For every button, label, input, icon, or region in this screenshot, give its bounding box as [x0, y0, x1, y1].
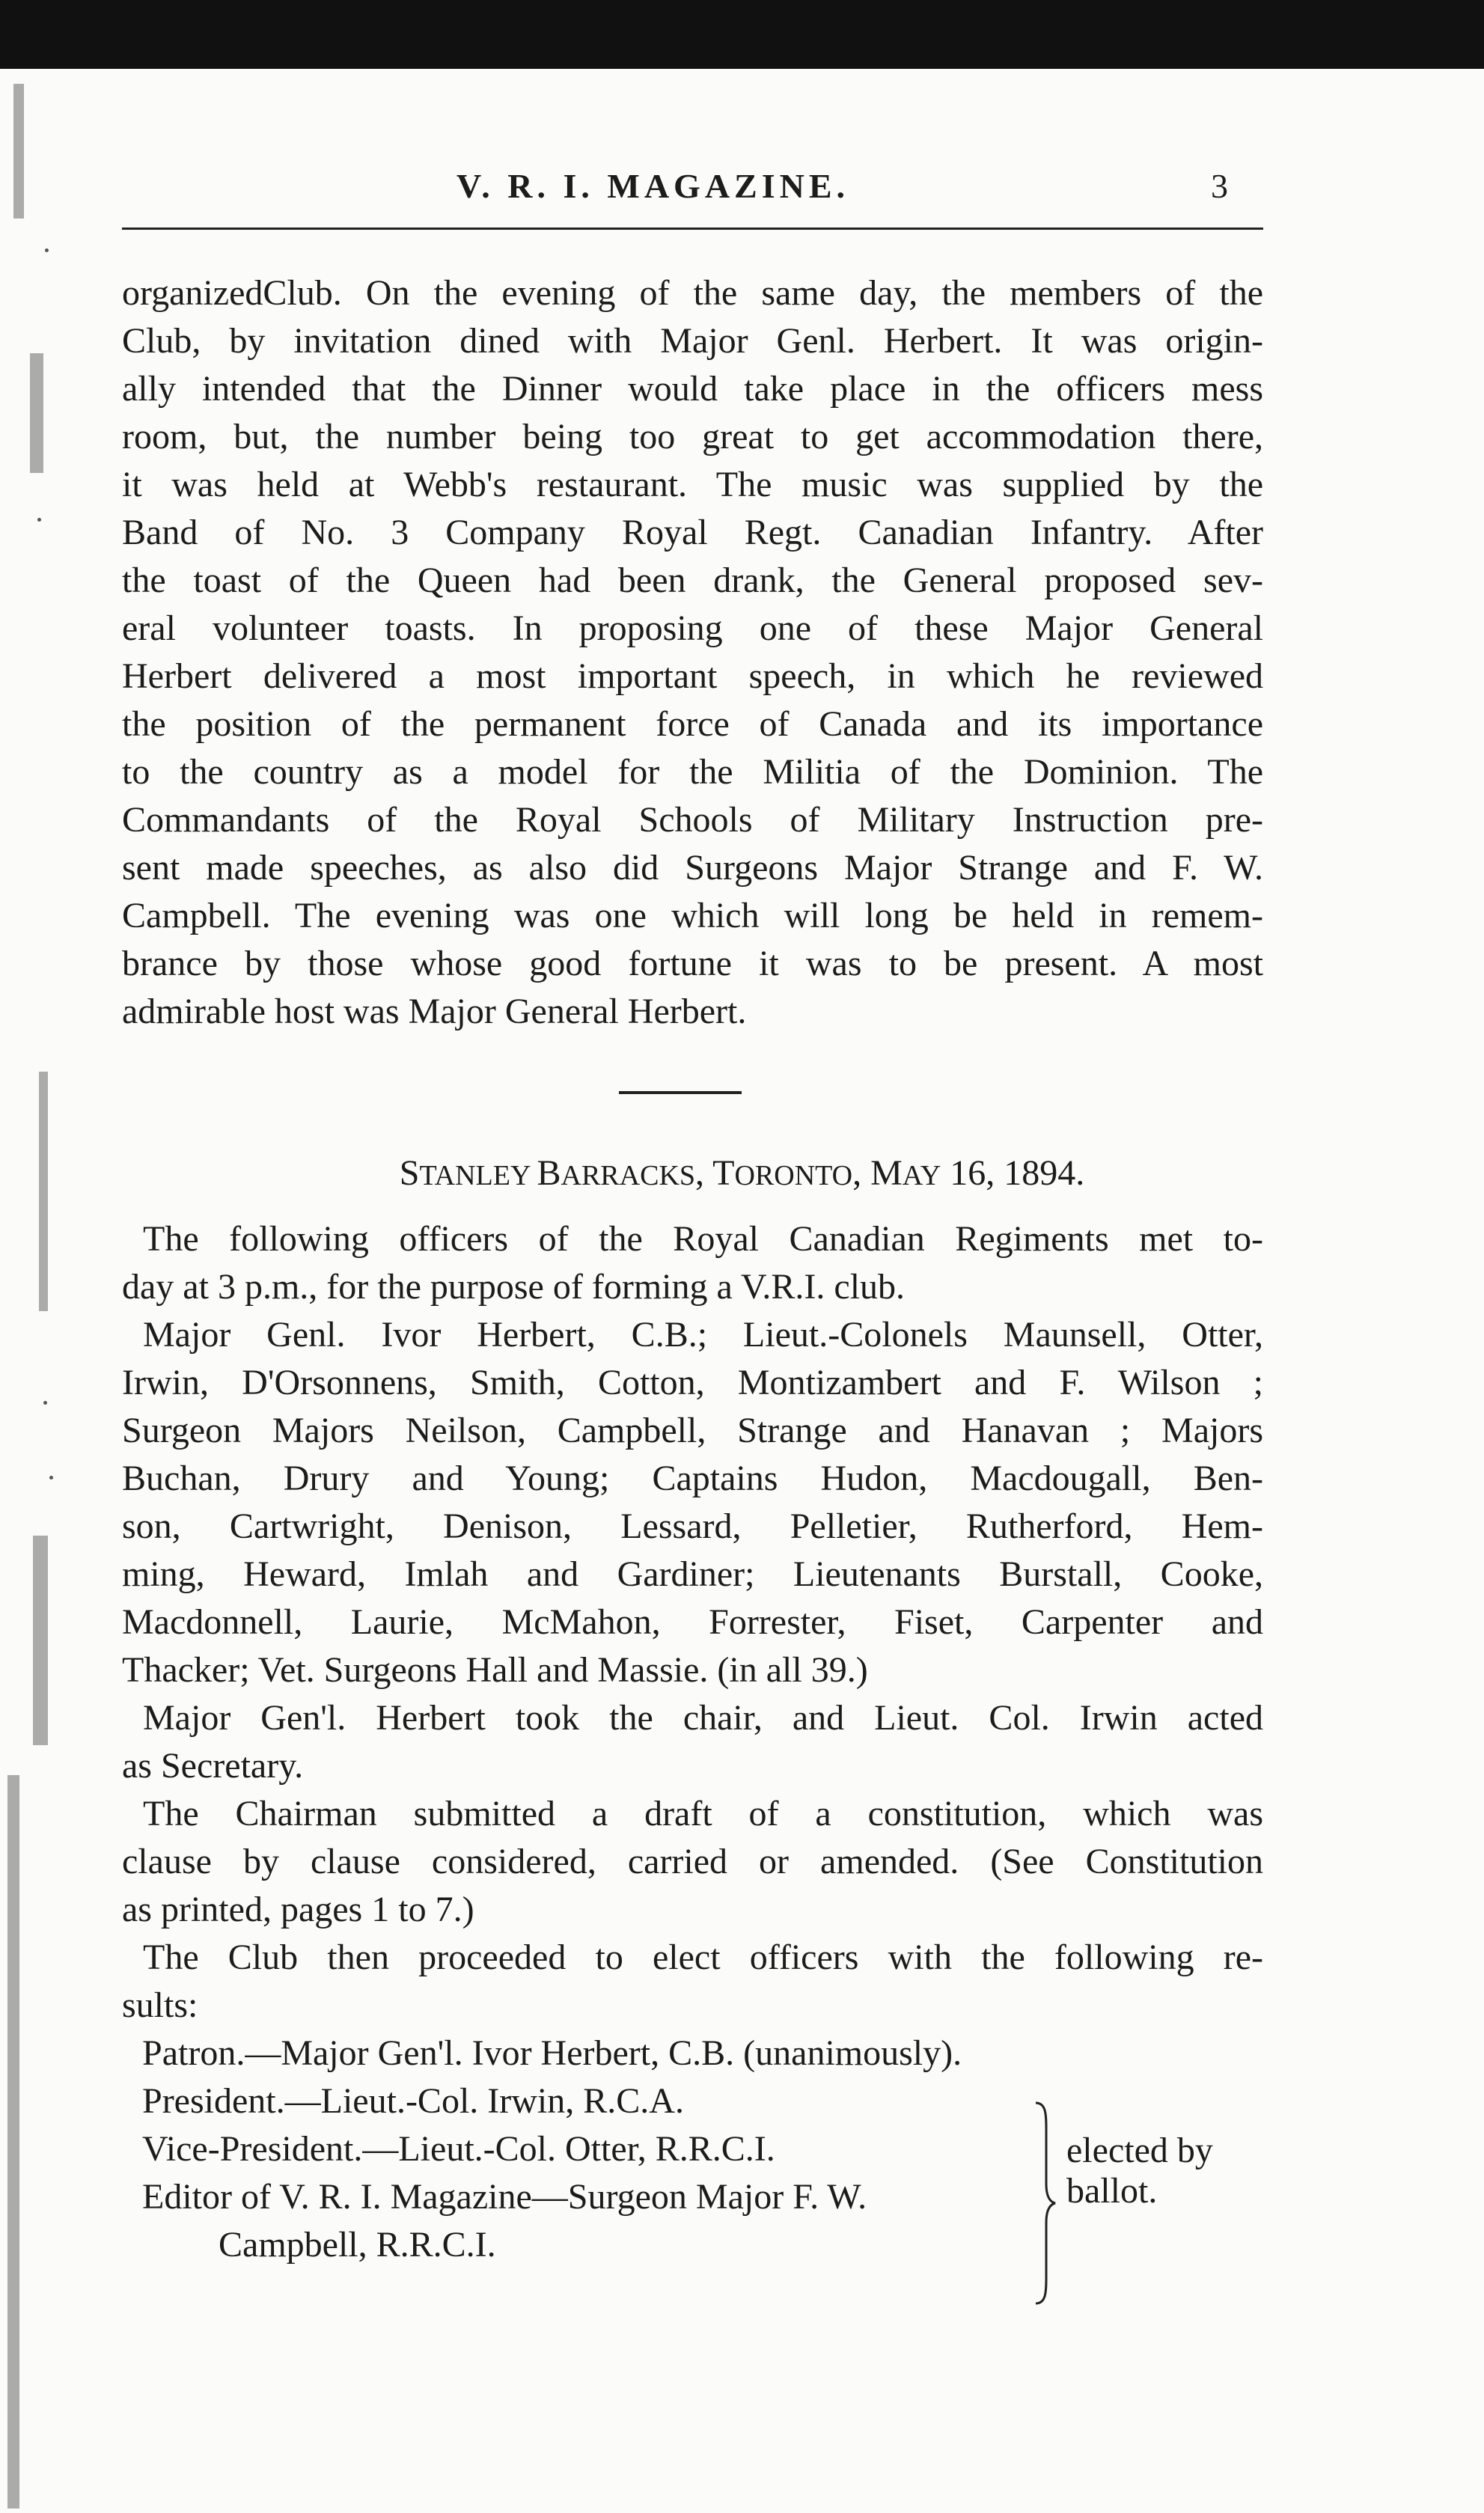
text-line: Surgeon Majors Neilson, Campbell, Strange and Hanavan ; Majors — [122, 1411, 1263, 1450]
paragraph-election — [122, 1934, 1263, 2030]
text-line: The following officers of the Royal Canadian Regiments met to- — [143, 1219, 1263, 1259]
text-line: it was held at Webb's restaurant. The music was supplied by the — [122, 465, 1263, 504]
running-title: V. R. I. MAGAZINE. — [457, 167, 850, 205]
text-line: to the country as a model for the Militia of the Dominion. The — [122, 752, 1263, 792]
paragraph-meeting — [122, 1215, 1263, 1311]
section-separator — [619, 1091, 742, 1094]
paragraph-attendees — [122, 1311, 1263, 1694]
text-line: the position of the permanent force of Canada and its importance — [122, 704, 1263, 744]
text-line: Buchan, Drury and Young; Captains Hudon, Macdougall, Ben- — [122, 1459, 1263, 1498]
text-line: sults: — [122, 1985, 198, 2025]
officer-patron: Patron.—Major Gen'l. Ivor Herbert, C.B. (unanimously). — [142, 2033, 962, 2073]
text-line: The Chairman submitted a draft of a constitution, which was — [143, 1794, 1263, 1833]
right-brace — [1033, 2100, 1057, 2306]
running-header — [0, 166, 1484, 219]
text-line: Campbell. The evening was one which will long be held in remem- — [122, 896, 1263, 935]
text-line: Major Genl. Ivor Herbert, C.B.; Lieut.-Colonels Maunsell, Otter, — [143, 1315, 1263, 1355]
text-line: brance by those whose good fortune it was to be present. A most — [122, 944, 1263, 983]
text-line: Band of No. 3 Company Royal Regt. Canadian Infantry. After — [122, 513, 1263, 552]
text-line: room, but, the number being too great to get accommodation there, — [122, 417, 1263, 457]
text-line: ally intended that the Dinner would take place in the officers mess — [122, 369, 1263, 409]
section-heading: STANLEY BARRACKS, TORONTO, MAY 16, 1894. — [399, 1153, 1085, 1193]
officer-vice-president: Vice-President.—Lieut.-Col. Otter, R.R.C.I. — [142, 2129, 775, 2169]
paragraph-chair — [122, 1694, 1263, 1790]
text-line: sent made speeches, as also did Surgeons Major Strange and F. W. — [122, 848, 1263, 888]
brace-note-line1: elected by — [1066, 2131, 1213, 2170]
text-line: Macdonnell, Laurie, McMahon, Forrester, Fiset, Carpenter and — [122, 1602, 1263, 1642]
text-line: eral volunteer toasts. In proposing one of these Major General — [122, 608, 1263, 648]
text-line: admirable host was Major General Herbert. — [122, 992, 747, 1031]
text-line: Commandants of the Royal Schools of Military Instruction pre- — [122, 800, 1263, 840]
paragraph-dinner-account — [122, 269, 1263, 1036]
brace-note-line2: ballot. — [1066, 2171, 1158, 2211]
text-line: organizedClub. On the evening of the same day, the members of the — [122, 273, 1263, 313]
officer-president: President.—Lieut.-Col. Irwin, R.C.A. — [142, 2081, 684, 2121]
text-line: son, Cartwright, Denison, Lessard, Pelletier, Rutherford, Hem- — [122, 1506, 1263, 1546]
officer-editor: Editor of V. R. I. Magazine—Surgeon Major F. W. — [142, 2177, 867, 2217]
page-number: 3 — [1211, 167, 1228, 205]
text-line: clause by clause considered, carried or amended. (See Constitution — [122, 1842, 1263, 1881]
text-line: Irwin, D'Orsonnens, Smith, Cotton, Montizambert and F. Wilson ; — [122, 1363, 1263, 1402]
text-line: Major Gen'l. Herbert took the chair, and Lieut. Col. Irwin acted — [143, 1698, 1263, 1738]
text-line: day at 3 p.m., for the purpose of forming a V.R.I. club. — [122, 1267, 906, 1307]
text-line: The Club then proceeded to elect officers with the following re- — [143, 1938, 1263, 1977]
text-line: Herbert delivered a most important speech, in which he reviewed — [122, 656, 1263, 696]
paragraph-constitution — [122, 1790, 1263, 1934]
header-rule — [122, 228, 1263, 230]
officer-editor-continued: Campbell, R.R.C.I. — [219, 2225, 496, 2265]
text-line: as printed, pages 1 to 7.) — [122, 1890, 474, 1929]
text-line: ming, Heward, Imlah and Gardiner; Lieutenants Burstall, Cooke, — [122, 1554, 1263, 1594]
text-line: the toast of the Queen had been drank, the General proposed sev- — [122, 561, 1263, 600]
text-line: Thacker; Vet. Surgeons Hall and Massie. (in all 39.) — [122, 1650, 868, 1690]
text-line: as Secretary. — [122, 1746, 304, 1786]
text-line: Club, by invitation dined with Major Genl. Herbert. It was origin- — [122, 321, 1263, 361]
